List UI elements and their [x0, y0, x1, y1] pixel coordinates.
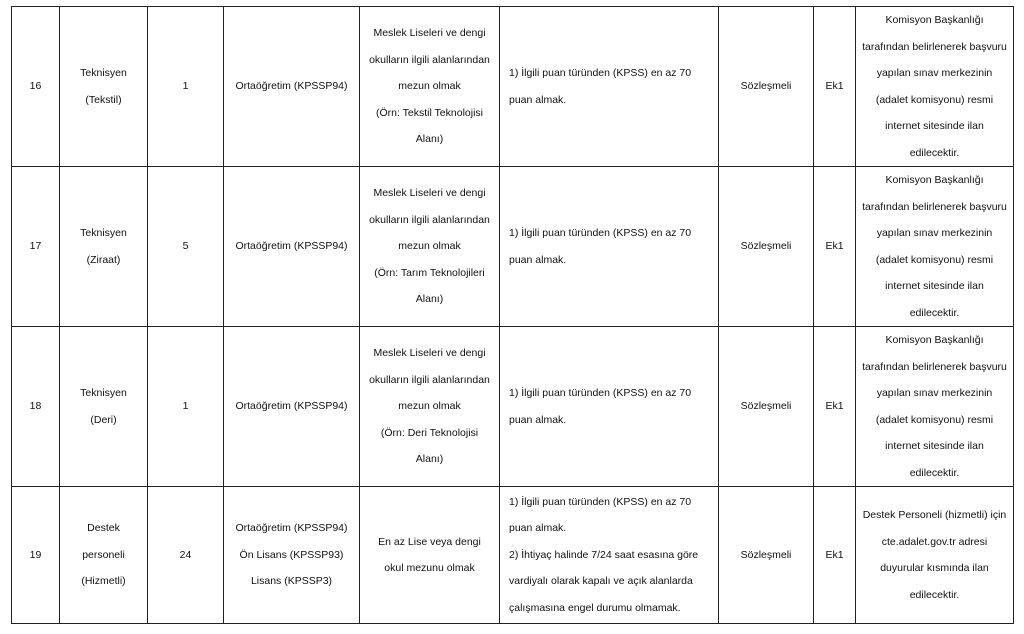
cell-text-line: Komisyon Başkanlığı — [885, 174, 984, 186]
cell-text-line: internet sitesinde ilan — [885, 440, 984, 452]
cell-announcement-note — [856, 327, 1014, 487]
cell-text-line: Lisans (KPSSP3) — [250, 575, 333, 588]
cell-text-line: okul mezunu olmak — [384, 562, 475, 574]
cell-annex: Ek1 — [814, 487, 856, 624]
cell-position-count: 5 — [148, 167, 224, 327]
cell-row-number: 18 — [12, 327, 60, 487]
cell-text-line: edilecektir. — [909, 306, 960, 319]
cell-text-line: (Örn: Tekstil Teknolojisi — [376, 106, 483, 119]
cell-position-title — [60, 487, 148, 624]
cell-text-line: Meslek Liseleri ve dengi — [373, 347, 486, 360]
cell-text-line: Destek — [87, 522, 120, 535]
cell-position-count: 1 — [148, 7, 224, 167]
cell-text-line: yapılan sınav merkezinin — [876, 67, 993, 79]
cell-education-level — [224, 7, 360, 167]
cell-text-line: personeli — [82, 548, 125, 561]
cell-text-line: puan almak. — [509, 93, 567, 106]
cell-text-line: okulların ilgili alanlarından — [369, 373, 490, 386]
cell-text-line: Teknisyen — [80, 227, 127, 239]
cell-announcement-note — [856, 7, 1014, 167]
cell-text-line: okulların ilgili alanlarından — [369, 53, 490, 66]
cell-education-level — [224, 487, 360, 624]
cell-conditions — [500, 487, 719, 624]
cell-text-line: Alanı) — [415, 133, 444, 146]
cell-text-line: tarafından belirlenerek başvuru — [862, 200, 1007, 213]
cell-employment-type: Sözleşmeli — [719, 327, 814, 487]
cell-text-line: (Hizmetli) — [81, 575, 126, 588]
cell-text-line: Ortaöğretim (KPSSP94) — [235, 522, 348, 535]
cell-text-line: (Deri) — [90, 413, 117, 426]
cell-employment-type: Sözleşmeli — [719, 7, 814, 167]
cell-text-line: çalışmasına engel durumu olmamak. — [509, 601, 681, 614]
cell-text-line: Meslek Liseleri ve dengi — [373, 27, 486, 40]
cell-text-line: mezun olmak — [398, 400, 461, 413]
cell-annex: Ek1 — [814, 167, 856, 327]
cell-text-line: puan almak. — [509, 522, 567, 535]
cell-text-line: yapılan sınav merkezinin — [876, 387, 993, 399]
cell-text-line: Ön Lisans (KPSSP93) — [239, 548, 344, 561]
cell-text-line: (adalet komisyonu) resmi — [875, 93, 994, 106]
cell-qualification — [360, 487, 500, 624]
cell-text-line: 1) İlgili puan türünden (KPSS) en az 70 — [509, 387, 692, 399]
cell-text-line: Komisyon Başkanlığı — [885, 14, 984, 26]
cell-position-count: 1 — [148, 327, 224, 487]
cell-row-number: 19 — [12, 487, 60, 624]
cell-annex: Ek1 — [814, 7, 856, 167]
cell-position-title — [60, 7, 148, 167]
cell-text-line: 1) İlgili puan türünden (KPSS) en az 70 — [509, 227, 692, 239]
table-body — [12, 7, 1014, 624]
cell-text-line: Teknisyen — [80, 387, 127, 399]
cell-text-line: puan almak. — [509, 413, 567, 426]
cell-education-level — [224, 327, 360, 487]
cell-text-line: 1) İlgili puan türünden (KPSS) en az 70 — [509, 495, 692, 508]
table-row — [12, 327, 1014, 487]
cell-text-line: duyurular kısmında ilan — [880, 562, 989, 574]
cell-text-line: edilecektir. — [909, 466, 960, 479]
cell-text-line: Meslek Liseleri ve dengi — [373, 187, 486, 200]
cell-text-line: Ortaöğretim (KPSSP94) — [235, 80, 348, 93]
cell-row-number: 17 — [12, 167, 60, 327]
cell-text-line: 1) İlgili puan türünden (KPSS) en az 70 — [509, 67, 692, 79]
cell-text-line: tarafından belirlenerek başvuru — [862, 40, 1007, 53]
cell-text-line: edilecektir. — [909, 588, 960, 601]
cell-text-line: (adalet komisyonu) resmi — [875, 253, 994, 266]
cell-row-number: 16 — [12, 7, 60, 167]
cell-text-line: Alanı) — [415, 453, 444, 466]
cell-text-line: (adalet komisyonu) resmi — [875, 413, 994, 426]
cell-text-line: tarafından belirlenerek başvuru — [862, 360, 1007, 373]
cell-education-level — [224, 167, 360, 327]
cell-text-line: mezun olmak — [398, 80, 461, 93]
cell-text-line: (Örn: Deri Teknolojisi — [380, 426, 479, 439]
cell-conditions — [500, 327, 719, 487]
cell-text-line: internet sitesinde ilan — [885, 120, 984, 132]
cell-text-line: cte.adalet.gov.tr adresi — [881, 535, 988, 548]
cell-position-count: 24 — [148, 487, 224, 624]
cell-announcement-note — [856, 487, 1014, 624]
cell-text-line: 2) İhtiyaç halinde 7/24 saat esasına göre — [509, 548, 699, 561]
cell-text-line: Destek Personeli (hizmetli) için — [862, 509, 1007, 521]
cell-text-line: (Tekstil) — [85, 93, 122, 106]
cell-text-line: Teknisyen — [80, 67, 127, 79]
cell-qualification — [360, 327, 500, 487]
positions-table — [11, 6, 1014, 624]
table-row — [12, 167, 1014, 327]
cell-text-line: internet sitesinde ilan — [885, 280, 984, 292]
cell-conditions — [500, 7, 719, 167]
cell-text-line: Alanı) — [415, 293, 444, 306]
cell-text-line: edilecektir. — [909, 146, 960, 159]
cell-employment-type: Sözleşmeli — [719, 487, 814, 624]
cell-qualification — [360, 167, 500, 327]
cell-qualification — [360, 7, 500, 167]
cell-text-line: yapılan sınav merkezinin — [876, 227, 993, 239]
cell-text-line: Ortaöğretim (KPSSP94) — [235, 400, 348, 413]
cell-text-line: Komisyon Başkanlığı — [885, 334, 984, 346]
cell-text-line: Ortaöğretim (KPSSP94) — [235, 240, 348, 253]
cell-conditions — [500, 167, 719, 327]
cell-position-title — [60, 167, 148, 327]
cell-annex: Ek1 — [814, 327, 856, 487]
cell-position-title — [60, 327, 148, 487]
cell-text-line: mezun olmak — [398, 240, 461, 253]
cell-text-line: vardiyalı olarak kapalı ve açık alanlarda — [509, 575, 693, 588]
cell-text-line: (Örn: Tarım Teknolojileri — [374, 266, 485, 279]
cell-text-line: okulların ilgili alanlarından — [369, 213, 490, 226]
table-row — [12, 487, 1014, 624]
cell-employment-type: Sözleşmeli — [719, 167, 814, 327]
cell-text-line: puan almak. — [509, 253, 567, 266]
cell-announcement-note — [856, 167, 1014, 327]
cell-text-line: En az Lise veya dengi — [378, 535, 481, 548]
cell-text-line: (Ziraat) — [86, 253, 121, 266]
table-row — [12, 7, 1014, 167]
